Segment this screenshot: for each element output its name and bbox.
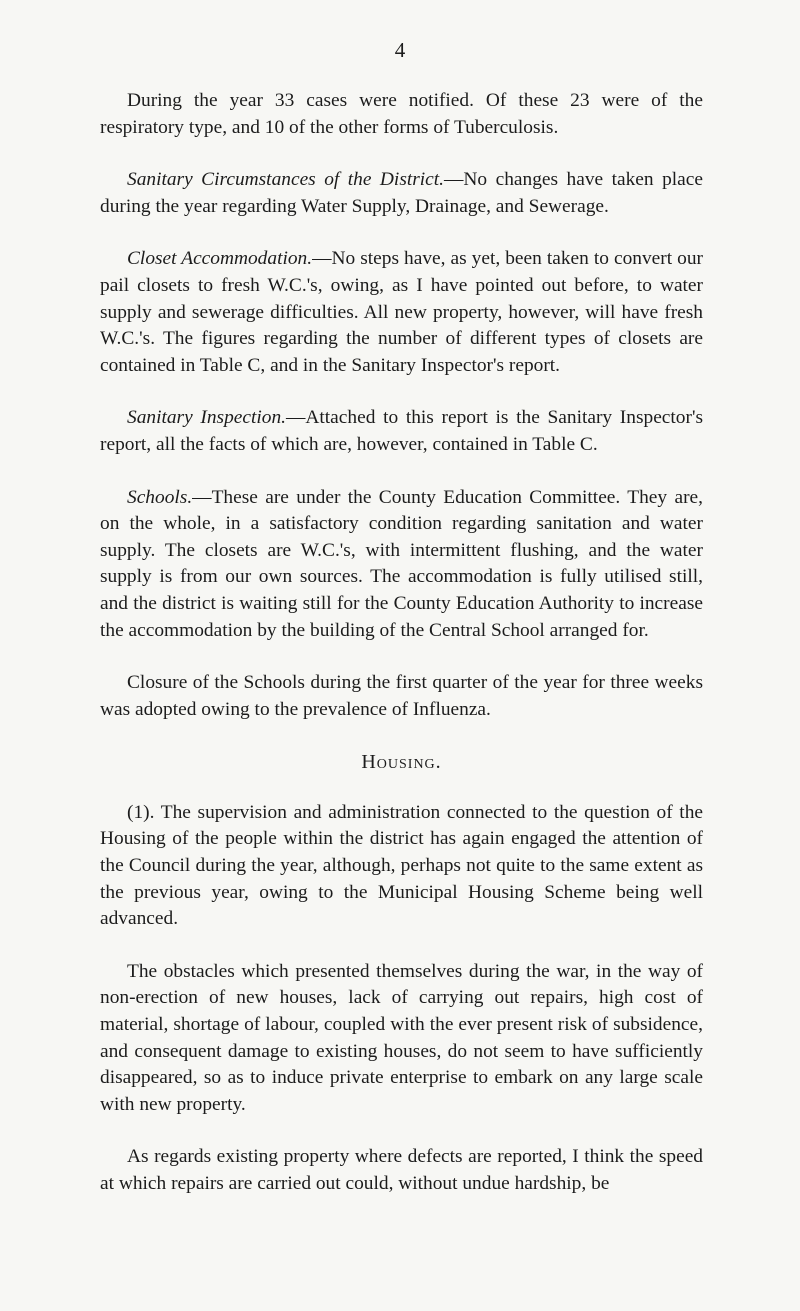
school-closure-paragraph (100, 670, 703, 723)
body-text (100, 88, 703, 1224)
housing-heading: Housing. (361, 751, 442, 774)
housing-paragraph (100, 959, 703, 1119)
paragraph-lead: Sanitary Circumstances of the District. (127, 169, 445, 191)
paragraph-lead: Schools. (127, 486, 193, 508)
housing-paragraph (100, 1144, 703, 1197)
sanitary-inspection-paragraph (100, 405, 703, 458)
paragraph-text: The obstacles which presented themselves during the war, in the way of non-erection of new houses, lack of carrying out repairs, high cost of material, shortage of labour, coupled with the ever present risk of subsidence, and consequent damage to existing houses, do not seem to have sufficiently disappeared, so as to induce private enterprise to embark on any large scale with new property. (100, 960, 703, 1115)
paragraph-text: —No changes have taken place during the year regarding Water Supply, Drainage, and Sewerage. (100, 169, 703, 217)
paragraph-text: As regards existing property where defects are reported, I think the speed at which repairs are carried out could, without undue hardship, be (100, 1146, 703, 1194)
paragraph-text: (1). The supervision and administration connected to the question of the Housing of the people within the district has again engaged the attention of the Council during the year, although, perhaps not quite to the same extent as the previous year, owing to the Municipal Housing Scheme being well advanced. (100, 801, 703, 930)
paragraph-text: —These are under the County Education Committee. They are, on the whole, in a satisfactory condition regarding sanitation and water supply. The closets are W.C.'s, with intermittent flushing, and the water supply is from our own sources. The accommodation is fully utilised still, and the district is waiting still for the County Education Authority to increase the accommodation by the building of the Central School arranged for. (100, 486, 703, 641)
paragraph-text: During the year 33 cases were notified. Of these 23 were of the respiratory type, and 10 of the other forms of Tuberculosis. (100, 90, 703, 138)
schools-paragraph (100, 485, 703, 645)
sanitary-circumstances-paragraph (100, 167, 703, 220)
paragraph-text: —Attached to this report is the Sanitary Inspector's report, all the facts of which are, however, contained in Table C. (100, 407, 703, 455)
paragraph-lead: Sanitary Inspection. (127, 407, 287, 429)
closet-accommodation-paragraph (100, 246, 703, 379)
page-number: 4 (394, 38, 406, 62)
housing-paragraph (100, 800, 703, 933)
tuberculosis-paragraph (100, 88, 703, 141)
paragraph-lead: Closet Accommodation. (127, 248, 313, 270)
paragraph-text: Closure of the Schools during the first quarter of the year for three weeks was adopted owing to the prevalence of Influenza. (100, 672, 703, 720)
paragraph-text: —No steps have, as yet, been taken to convert our pail closets to fresh W.C.'s, owing, as I have pointed out before, to water supply and sewerage difficulties. All new property, however, will have fresh W.C.'s. The figures regarding the number of different types of closets are contained in Table C, and in the Sanitary Inspector's report. (100, 248, 703, 376)
